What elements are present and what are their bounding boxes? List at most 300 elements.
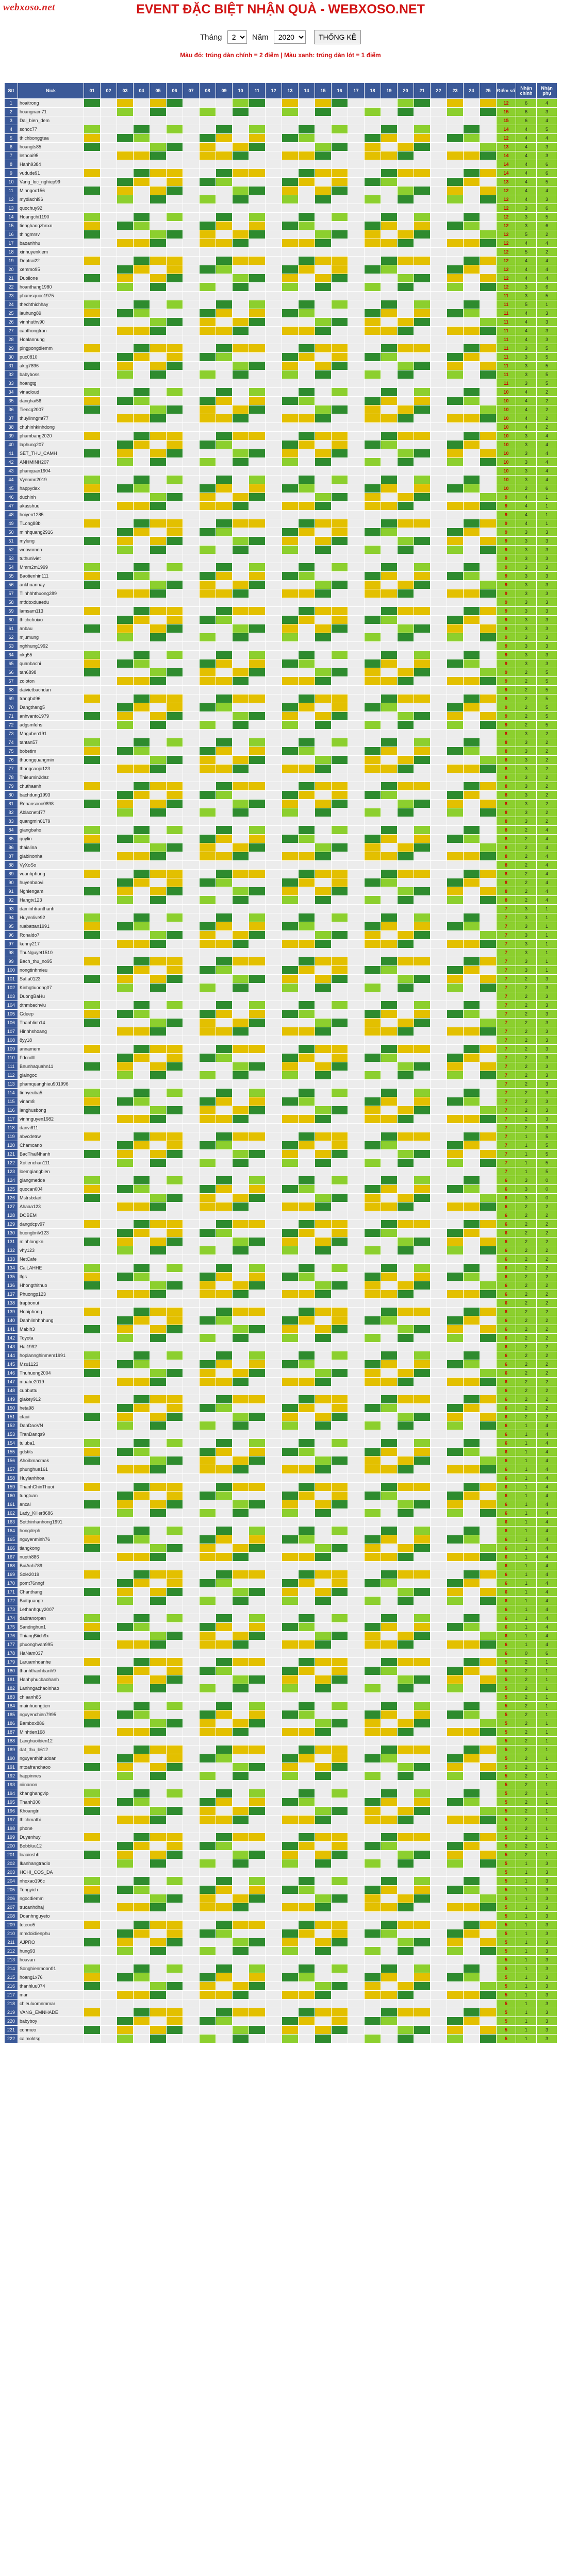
nick-cell[interactable]: hoangtg (18, 379, 84, 388)
day-cell (84, 1299, 101, 1308)
day-cell (84, 318, 101, 327)
nick-cell[interactable]: adgsmfehs (18, 721, 84, 730)
day-cell (464, 519, 480, 528)
stats-button[interactable]: THỐNG KÊ (314, 30, 361, 44)
nick-cell[interactable]: Toyota (18, 1334, 84, 1343)
day-cell (447, 1071, 464, 1080)
nick-cell[interactable]: baoanhhu (18, 239, 84, 248)
nick-cell[interactable]: Bnunhaquahn11 (18, 1062, 84, 1071)
day-cell (447, 651, 464, 659)
day-cell (200, 747, 216, 756)
day-cell (101, 1369, 117, 1378)
nick-cell[interactable]: thechthichhay (18, 300, 84, 309)
day-cell (447, 730, 464, 738)
nick-cell[interactable]: SET_THU_CAMH (18, 449, 84, 458)
nick-cell[interactable]: chuthaanh (18, 782, 84, 791)
nick-cell[interactable]: ANHMINH207 (18, 458, 84, 467)
day-cell (480, 528, 497, 537)
table-row (5, 922, 557, 931)
day-cell (84, 151, 101, 160)
day-cell (348, 1421, 365, 1430)
nick-cell[interactable]: Mstrsbdart (18, 1194, 84, 1202)
nick-cell[interactable]: Nghiengam (18, 887, 84, 896)
nick-cell[interactable]: giaingoc (18, 1071, 84, 1080)
nick-cell[interactable]: vuanhphung (18, 870, 84, 878)
nick-cell[interactable]: vudude91 (18, 169, 84, 178)
nick-cell[interactable]: thuongquangmin (18, 756, 84, 765)
nick-cell[interactable]: phunghue161 (18, 1465, 84, 1474)
day-cell (249, 1036, 266, 1045)
day-cell (315, 887, 332, 896)
nick-cell[interactable]: dthmbachviu (18, 1001, 84, 1010)
count-cell: 4 (516, 318, 537, 327)
day-cell (480, 440, 497, 449)
nick-cell[interactable]: Hangtv123 (18, 896, 84, 905)
nick-cell[interactable]: hoangnam71 (18, 108, 84, 116)
count-cell: 4 (537, 1483, 557, 1492)
nick-cell[interactable]: tantan57 (18, 738, 84, 747)
nick-cell[interactable]: gdstits (18, 1448, 84, 1456)
nick-cell[interactable]: vinhnguyen1982 (18, 1115, 84, 1124)
day-cell (464, 861, 480, 870)
count-cell: 3 (516, 222, 537, 230)
day-cell (233, 659, 249, 668)
nick-cell[interactable]: Deptrai22 (18, 257, 84, 265)
nick-cell[interactable]: kenny217 (18, 940, 84, 948)
day-cell (216, 116, 233, 125)
nick-cell[interactable]: Baotienhin111 (18, 572, 84, 581)
score-cell: 10 (497, 397, 516, 405)
nick-cell[interactable]: minhlongkn (18, 1238, 84, 1246)
nick-cell[interactable]: Huyenlive92 (18, 913, 84, 922)
nick-cell[interactable]: Huylanhhoa (18, 1474, 84, 1483)
nick-cell[interactable]: akasshuu (18, 502, 84, 511)
day-cell (266, 414, 282, 423)
nick-cell[interactable]: phamsquoc1975 (18, 292, 84, 300)
day-cell (183, 1159, 200, 1167)
day-cell (282, 151, 299, 160)
day-cell (348, 948, 365, 957)
nick-cell[interactable]: Mzu1123 (18, 1360, 84, 1369)
nick-cell[interactable]: aktg7896 (18, 362, 84, 370)
nick-cell[interactable]: Vyenmn2019 (18, 476, 84, 484)
score-cell: 15 (497, 108, 516, 116)
nick-cell[interactable]: Danhlinhhhhung (18, 1316, 84, 1325)
nick-cell[interactable]: Ronaldo7 (18, 931, 84, 940)
count-cell: 4 (516, 493, 537, 502)
nick-cell[interactable]: chuhinhkinhdong (18, 423, 84, 432)
day-cell (183, 870, 200, 878)
nick-cell[interactable]: abvcdetrw (18, 1132, 84, 1141)
nick-cell[interactable]: woovnmen (18, 546, 84, 554)
row-index: 49 (5, 519, 18, 528)
nick-cell[interactable]: Ahaaa123 (18, 1202, 84, 1211)
day-cell (183, 99, 200, 108)
nick-cell[interactable]: Tlinhhhthuong289 (18, 589, 84, 598)
nick-cell[interactable]: Hai1992 (18, 1343, 84, 1351)
nick-cell[interactable]: bachdung1993 (18, 791, 84, 800)
nick-cell[interactable]: tan6898 (18, 668, 84, 677)
nick-cell[interactable]: mtfdoxduaedu (18, 598, 84, 607)
nick-cell[interactable]: daminhtranthanh (18, 905, 84, 913)
row-index: 115 (5, 1097, 18, 1106)
count-cell: 3 (516, 1185, 537, 1194)
column-header: Nick (18, 83, 84, 99)
count-cell: 2 (516, 826, 537, 835)
nick-cell[interactable]: Kinhgtiuoong07 (18, 984, 84, 992)
day-cell (167, 1316, 183, 1325)
day-cell (101, 1404, 117, 1413)
count-cell: 3 (516, 292, 537, 300)
nick-cell[interactable]: vinacloud (18, 388, 84, 397)
nick-cell[interactable]: Dangthang5 (18, 703, 84, 712)
day-cell (266, 423, 282, 432)
nick-cell[interactable]: phamquanghieu901996 (18, 1080, 84, 1089)
day-cell (348, 1492, 365, 1500)
nick-cell[interactable]: ThanhChinThuoi (18, 1483, 84, 1492)
nick-cell[interactable]: Bach_thu_no95 (18, 957, 84, 966)
nick-cell[interactable]: thichchoixo (18, 616, 84, 624)
day-cell (200, 1141, 216, 1150)
day-cell (282, 677, 299, 686)
nick-cell[interactable]: thichbonggtea (18, 134, 84, 143)
day-cell (480, 1159, 497, 1167)
day-cell (447, 1369, 464, 1378)
nick-cell[interactable]: thuylinngmt77 (18, 414, 84, 423)
day-cell (249, 1290, 266, 1299)
nick-cell[interactable]: lauhung89 (18, 309, 84, 318)
nick-cell[interactable]: thaialina (18, 843, 84, 852)
nick-cell[interactable]: nghhung1992 (18, 642, 84, 651)
day-cell (414, 178, 431, 187)
day-cell (447, 1124, 464, 1132)
row-index: 139 (5, 1308, 18, 1316)
count-cell: 2 (537, 1404, 557, 1413)
day-cell (332, 957, 348, 966)
nick-cell[interactable]: Fdcndll (18, 1054, 84, 1062)
nick-cell[interactable]: Hoaiphong (18, 1308, 84, 1316)
day-cell (84, 940, 101, 948)
nick-cell[interactable]: tungtuan (18, 1492, 84, 1500)
day-cell (249, 800, 266, 808)
nick-cell[interactable]: hoangts85 (18, 143, 84, 151)
nick-cell[interactable]: Sal.a0123 (18, 975, 84, 984)
nick-cell[interactable]: Thieumin2daz (18, 773, 84, 782)
nick-cell[interactable]: anbau (18, 624, 84, 633)
day-cell (464, 1167, 480, 1176)
day-cell (266, 1439, 282, 1448)
day-cell (332, 1080, 348, 1089)
day-cell (183, 572, 200, 581)
nick-cell[interactable]: xinhuyenkiem (18, 248, 84, 257)
day-cell (348, 931, 365, 940)
nick-cell[interactable]: Hoalannung (18, 335, 84, 344)
nick-cell[interactable]: Minngoc156 (18, 187, 84, 195)
nick-cell[interactable]: sohoc77 (18, 125, 84, 134)
nick-cell[interactable]: lfgs (18, 1273, 84, 1281)
day-cell (447, 1334, 464, 1343)
day-cell (282, 1238, 299, 1246)
row-index: 58 (5, 598, 18, 607)
day-cell (200, 765, 216, 773)
day-cell (299, 467, 315, 476)
nick-cell[interactable]: lamsam113 (18, 607, 84, 616)
nick-cell[interactable]: duchinh (18, 493, 84, 502)
nick-cell[interactable]: giabinonha (18, 852, 84, 861)
day-cell (332, 1036, 348, 1045)
nick-cell[interactable]: phanquan1904 (18, 467, 84, 476)
nick-cell[interactable]: nongtinhmieu (18, 966, 84, 975)
nick-cell[interactable]: Xotienchan111 (18, 1159, 84, 1167)
nick-cell[interactable]: quylin (18, 835, 84, 843)
year-select[interactable] (274, 30, 306, 44)
nick-cell[interactable]: vinhhuthv90 (18, 318, 84, 327)
day-cell (216, 1343, 233, 1351)
nick-cell[interactable]: danvi811 (18, 1124, 84, 1132)
day-cell (167, 1211, 183, 1220)
nick-cell[interactable]: thongcaojo123 (18, 765, 84, 773)
count-cell: 4 (516, 160, 537, 169)
nick-cell[interactable]: Duoilone (18, 274, 84, 283)
nick-cell[interactable]: heta98 (18, 1404, 84, 1413)
nick-cell[interactable]: TLong88b (18, 519, 84, 528)
day-cell (447, 1290, 464, 1299)
day-cell (431, 213, 447, 222)
nick-cell[interactable]: giangbaho (18, 826, 84, 835)
nick-cell[interactable]: Chamcano (18, 1141, 84, 1150)
nick-cell[interactable]: Hinhhshoang (18, 1027, 84, 1036)
day-cell (431, 1071, 447, 1080)
nick-cell[interactable]: Hanh9384 (18, 160, 84, 169)
nick-cell[interactable]: quanbachi (18, 659, 84, 668)
day-cell (480, 1360, 497, 1369)
nick-cell[interactable]: cubbuttu (18, 1386, 84, 1395)
nick-cell[interactable]: xemmo95 (18, 265, 84, 274)
nick-cell[interactable]: giakey912 (18, 1395, 84, 1404)
nick-cell[interactable]: tuthuniviet (18, 554, 84, 563)
nick-cell[interactable]: Hoangchi1190 (18, 213, 84, 222)
nick-cell[interactable]: daivietbachdan (18, 686, 84, 694)
row-index: 2 (5, 108, 18, 116)
nick-cell[interactable]: BacThaiNhanh (18, 1150, 84, 1159)
nick-cell[interactable]: lethoai95 (18, 151, 84, 160)
day-cell (464, 940, 480, 948)
month-select[interactable] (227, 30, 247, 44)
nick-cell[interactable]: Dai_bien_dem (18, 116, 84, 125)
nick-cell[interactable]: Ahoibmacmak (18, 1456, 84, 1465)
day-cell (167, 318, 183, 327)
day-cell (365, 1334, 381, 1343)
day-cell (134, 213, 150, 222)
nick-cell[interactable]: trapbonui (18, 1299, 84, 1308)
day-cell (101, 861, 117, 870)
day-cell (431, 353, 447, 362)
day-cell (233, 318, 249, 327)
day-cell (398, 1001, 414, 1010)
day-cell (200, 99, 216, 108)
nick-cell[interactable]: danghai56 (18, 397, 84, 405)
day-cell (200, 738, 216, 747)
row-index: 34 (5, 388, 18, 397)
day-cell (183, 747, 200, 756)
day-cell (249, 791, 266, 800)
day-cell (282, 537, 299, 546)
day-cell (282, 414, 299, 423)
nick-cell[interactable]: Mmm2m1999 (18, 563, 84, 572)
nick-cell[interactable]: phambang2020 (18, 432, 84, 440)
nick-cell[interactable]: tuluba1 (18, 1439, 84, 1448)
site-logo[interactable]: webxoso.net (3, 2, 56, 13)
day-cell (464, 1080, 480, 1089)
nick-cell[interactable]: Thanhlinh14 (18, 1019, 84, 1027)
nick-cell[interactable]: thingmrsv (18, 230, 84, 239)
nick-cell[interactable]: hoplannghinmem1991 (18, 1351, 84, 1360)
nick-cell[interactable]: vhy123 (18, 1246, 84, 1255)
nick-cell[interactable]: zoloton (18, 677, 84, 686)
day-cell (431, 414, 447, 423)
nick-cell[interactable]: Renansooo0898 (18, 800, 84, 808)
nick-cell[interactable]: loemgiangbien (18, 1167, 84, 1176)
nick-cell[interactable]: hoaitrong (18, 99, 84, 108)
count-cell: 1 (516, 1167, 537, 1176)
day-cell (150, 458, 167, 467)
day-cell (299, 1036, 315, 1045)
nick-cell[interactable]: quochuy92 (18, 204, 84, 213)
nick-cell[interactable]: Ablacnet477 (18, 808, 84, 817)
day-cell (348, 1202, 365, 1211)
nick-cell[interactable]: nkg55 (18, 651, 84, 659)
nick-cell[interactable]: buongbnlv123 (18, 1229, 84, 1238)
day-cell (216, 738, 233, 747)
nick-cell[interactable]: trangbd96 (18, 694, 84, 703)
nick-cell[interactable]: cfaui (18, 1413, 84, 1421)
nick-cell[interactable]: 8yy18 (18, 1036, 84, 1045)
nick-cell[interactable]: TranDanqs9 (18, 1430, 84, 1439)
day-cell (266, 800, 282, 808)
nick-cell[interactable]: huyenbaovi (18, 878, 84, 887)
day-cell (101, 572, 117, 581)
day-cell (398, 870, 414, 878)
nick-cell[interactable]: hoanthang1980 (18, 283, 84, 292)
day-cell (167, 800, 183, 808)
day-cell (117, 659, 134, 668)
day-cell (134, 528, 150, 537)
day-cell (266, 353, 282, 362)
nick-cell[interactable]: DanDaoVN (18, 1421, 84, 1430)
day-cell (84, 134, 101, 143)
nick-cell[interactable]: dangdcpv97 (18, 1220, 84, 1229)
day-cell (183, 283, 200, 292)
day-cell (282, 975, 299, 984)
nick-cell[interactable]: Mnguben191 (18, 730, 84, 738)
day-cell (150, 1097, 167, 1106)
table-row (5, 1308, 557, 1316)
day-cell (134, 204, 150, 213)
nick-cell[interactable]: Hhongthithuo (18, 1281, 84, 1290)
nick-cell[interactable]: annamem (18, 1045, 84, 1054)
nick-cell[interactable]: tienghaoqzhnxn (18, 222, 84, 230)
day-cell (183, 169, 200, 178)
nick-cell[interactable]: Gdeep (18, 1010, 84, 1019)
day-cell (431, 1448, 447, 1456)
day-cell (299, 1220, 315, 1229)
nick-cell[interactable]: vinam8 (18, 1097, 84, 1106)
nick-cell[interactable]: muahe2019 (18, 1378, 84, 1386)
day-cell (216, 913, 233, 922)
nick-cell[interactable]: Thuhuong2004 (18, 1369, 84, 1378)
day-cell (84, 808, 101, 817)
day-cell (315, 405, 332, 414)
day-cell (117, 458, 134, 467)
day-cell (414, 1027, 431, 1036)
nick-cell[interactable]: ankhuannay (18, 581, 84, 589)
day-cell (480, 213, 497, 222)
nick-cell[interactable]: tinhyeuba5 (18, 1089, 84, 1097)
day-cell (348, 519, 365, 528)
nick-cell[interactable]: mjumung (18, 633, 84, 642)
nick-cell[interactable]: Tiencg2007 (18, 405, 84, 414)
nick-cell[interactable]: quangmin0179 (18, 817, 84, 826)
nick-cell[interactable]: hoiyen1285 (18, 511, 84, 519)
nick-cell[interactable]: quocan004 (18, 1185, 84, 1194)
nick-cell[interactable]: minhquang2916 (18, 528, 84, 537)
day-cell (282, 1290, 299, 1299)
day-cell (414, 204, 431, 213)
nick-cell[interactable]: happydax (18, 484, 84, 493)
day-cell (266, 449, 282, 458)
day-cell (315, 1211, 332, 1220)
day-cell (249, 370, 266, 379)
nick-cell[interactable]: laphung207 (18, 440, 84, 449)
nick-cell[interactable]: pingpongdiemm (18, 344, 84, 353)
nick-cell[interactable]: DuongBaHu (18, 992, 84, 1001)
nick-cell[interactable]: Phuongp123 (18, 1290, 84, 1299)
day-cell (134, 782, 150, 791)
nick-cell[interactable]: VyXoSo (18, 861, 84, 870)
nick-cell[interactable]: mydiachi96 (18, 195, 84, 204)
day-cell (414, 1115, 431, 1124)
nick-cell[interactable]: ruabattan1991 (18, 922, 84, 931)
nick-cell[interactable]: mylung (18, 537, 84, 546)
day-cell (200, 292, 216, 300)
row-index: 7 (5, 151, 18, 160)
score-cell: 8 (497, 773, 516, 782)
nick-cell[interactable]: DOBEM (18, 1211, 84, 1220)
count-cell: 3 (516, 782, 537, 791)
nick-cell[interactable]: babyboss (18, 370, 84, 379)
day-cell (315, 1281, 332, 1290)
nick-cell[interactable]: bobetim (18, 747, 84, 756)
nick-cell[interactable]: anhvanto1979 (18, 712, 84, 721)
day-cell (150, 948, 167, 957)
day-cell (134, 1194, 150, 1202)
nick-cell[interactable]: ThuNguyet1510 (18, 948, 84, 957)
day-cell (365, 905, 381, 913)
nick-cell[interactable]: CaiLAHHE (18, 1264, 84, 1273)
nick-cell[interactable]: langhusbong (18, 1106, 84, 1115)
nick-cell[interactable]: Vang_loc_nghiep99 (18, 178, 84, 187)
count-cell: 1 (537, 502, 557, 511)
nick-cell[interactable]: caothongtran (18, 327, 84, 335)
nick-cell[interactable]: giangmedde (18, 1176, 84, 1185)
day-cell (414, 160, 431, 169)
day-cell (266, 896, 282, 905)
nick-cell[interactable]: puc0810 (18, 353, 84, 362)
nick-cell[interactable]: NetCafe (18, 1255, 84, 1264)
day-cell (315, 1124, 332, 1132)
nick-cell[interactable]: Mabih3 (18, 1325, 84, 1334)
day-cell (348, 300, 365, 309)
